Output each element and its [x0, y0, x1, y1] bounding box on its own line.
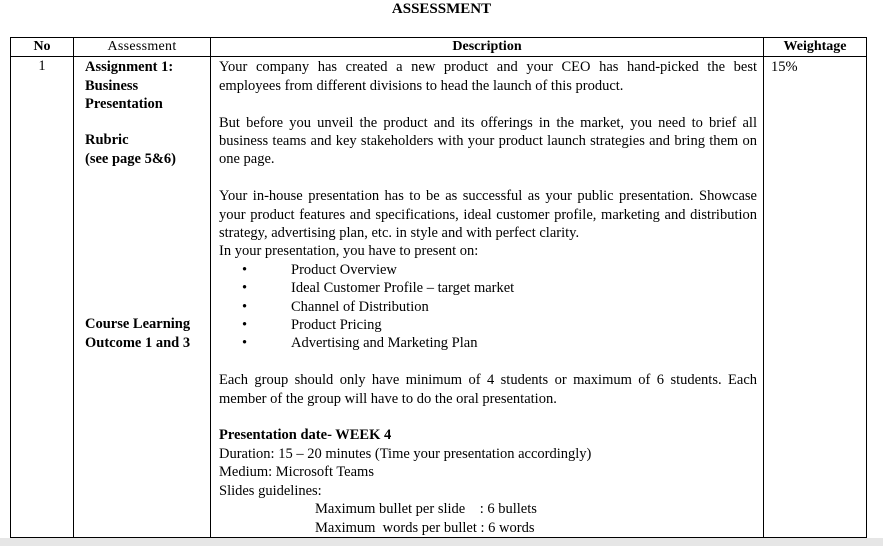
- header-no: No: [11, 38, 74, 57]
- table-row: [11, 57, 867, 538]
- guideline-item: Maximum bullet per slide : 6 bullets: [315, 501, 537, 518]
- description-paragraph: Your company has created a new product and your CEO has hand-picked the best employees from different divisions to head the launch of this product.: [219, 59, 757, 94]
- course-learning-outcome: Course Learning Outcome 1 and 3: [85, 316, 191, 351]
- bullet-icon: •: [242, 317, 248, 334]
- description-cell: [211, 57, 764, 538]
- description-paragraph: But before you unveil the product and its offerings in the market, you need to brief all business teams and key stakeholders with your product launch strategies and bring them on one page.: [219, 114, 757, 168]
- table-header-row: [11, 38, 867, 57]
- list-item: • Channel of Distribution: [242, 298, 429, 315]
- bullet-icon: •: [242, 298, 248, 315]
- weightage-value: 15%: [764, 57, 867, 538]
- guideline-item: Maximum words per bullet : 6 words: [315, 519, 535, 536]
- list-item: • Advertising and Marketing Plan: [242, 335, 478, 352]
- header-assessment: Assessment: [74, 38, 211, 57]
- bullet-icon: •: [242, 335, 248, 352]
- list-item: • Product Pricing: [242, 317, 382, 334]
- list-item: • Product Overview: [242, 261, 397, 278]
- list-item: • Ideal Customer Profile – target market: [242, 280, 515, 297]
- presentation-duration: Duration: 15 – 20 minutes (Time your presentation accordingly): [219, 445, 592, 462]
- topics-list: [219, 261, 757, 353]
- bullet-icon: •: [242, 261, 248, 278]
- description-paragraph: In your presentation, you have to present on:: [219, 243, 479, 260]
- assessment-table: [10, 37, 867, 538]
- assessment-cell: [74, 57, 211, 538]
- description-paragraph: Each group should only have minimum of 4 students or maximum of 6 students. Each member of the group will have to do the oral presentation.: [219, 372, 757, 407]
- bullet-icon: •: [242, 280, 248, 297]
- presentation-medium: Medium: Microsoft Teams: [219, 464, 374, 481]
- slides-guidelines: [219, 500, 757, 537]
- document-title: ASSESSMENT: [391, 1, 492, 17]
- header-weightage: Weightage: [764, 38, 867, 57]
- rubric-reference: Rubric (see page 5&6): [85, 132, 177, 167]
- row-number: 1: [11, 57, 74, 538]
- presentation-date: Presentation date- WEEK 4: [219, 427, 392, 444]
- header-description: Description: [211, 38, 764, 57]
- description-paragraph: Your in-house presentation has to be as successful as your public presentation. Showcase your product features and specifications, ideal customer profile, marketing and distribution strategy, advertising plan, etc. in style and with perfect clarity.: [219, 188, 757, 242]
- page-bottom-edge: [0, 538, 883, 546]
- slides-guidelines-label: Slides guidelines:: [219, 482, 322, 499]
- assessment-title: Assignment 1: Business Presentation: [85, 59, 174, 113]
